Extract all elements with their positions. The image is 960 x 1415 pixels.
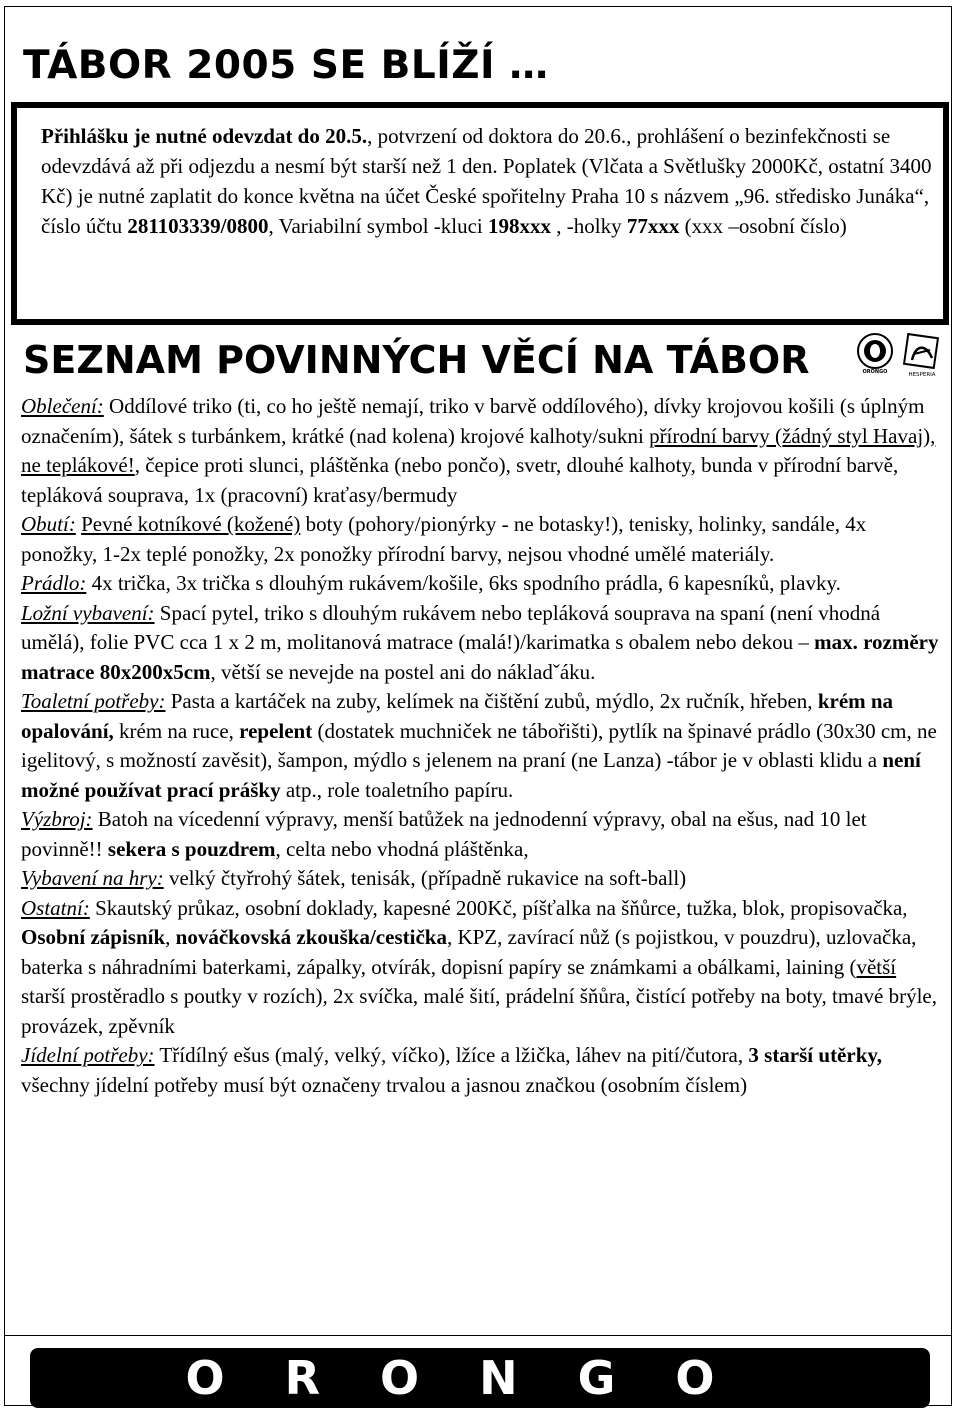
section-text: , KPZ, zavírací nůž (s pojistkou, v pouzdru), uzlovačka, baterka s náhradními baterkami, zápalky, otvírák, dopisní papíry se známkami a obálkami, laining ( (21, 925, 917, 979)
section-text: krém na ruce, (113, 718, 240, 743)
section-label: Oblečení: (21, 394, 104, 418)
account-number: 281103339/0800 (127, 214, 269, 238)
section-lozni (21, 599, 941, 688)
section-text: Třídílný ešus (malý, velký, víčko), lžíce a lžička, láhev na pití/čutora, (154, 1043, 749, 1067)
orongo-banner-art (40, 1350, 920, 1406)
section-obuti (21, 510, 941, 569)
section-ostatni (21, 894, 941, 1042)
section-text: starší prostěradlo s poutky v rozích), 2x svíčka, malé šití, prádelní šňůra, čistící potřeby na boty, tmavé brýle, provázek, zpěvník (21, 984, 937, 1038)
section-text: Batoh na vícedenní výpravy, menší batůžek na jednodenní výpravy, obal na ešus, nad 10 let povinně!! (21, 807, 867, 861)
page-title: TÁBOR 2005 SE BLÍŽÍ … (23, 43, 549, 88)
section-bold: krém na opalování, (21, 689, 894, 743)
section-text: 4x trička, 3x trička s dlouhým rukávem/košile, 6ks spodního prádla, 6 kapesníků, plavky. (86, 571, 841, 595)
section-label: Toaletní potřeby: (21, 689, 166, 713)
list-title: SEZNAM POVINNÝCH VĚCÍ NA TÁBOR (23, 338, 810, 382)
section-text: (dostatek muchniček ne tábořišti), pytlík na špinavé prádlo (30x30 cm, ne igelitový, s možností zavěsit), šampon, mýdlo s jelenem na praní (ne Lanza) -tábor je v oblasti klidu a (21, 718, 937, 772)
item-list (21, 392, 941, 1100)
section-toaletni (21, 687, 941, 805)
section-text: atp., role toaletního papíru. (280, 777, 514, 802)
notice-part: , potvrzení od doktora do 20.6., prohlášení o bezinfekčnosti se odevzdává až při odjezdu a nesmí být starší než 1 den. Poplatek (Vlčata a Světlušky 2000Kč, ostatní 3400 Kč) je nutné zaplatit do konce května na účet České spořitelny Praha 10 s názvem „96. středisko Junáka“, číslo účtu (41, 124, 932, 238)
section-text: boty (pohory/pionýrky - ne botasky!), tenisky, holinky, sandále, 4x ponožky, 1-2x teplé ponožky, 2x ponožky přírodní barvy, nejsou vhodné umělé materiály. (21, 512, 867, 566)
section-label: Výzbroj: (21, 807, 93, 831)
notice-box (11, 102, 949, 325)
section-label: Prádlo: (21, 571, 87, 595)
section-text: Spací pytel, triko s dlouhým rukávem nebo tepláková souprava na spaní (není vhodná umělá), folie PVC cca 1 x 2 m, molitanová matrace (malá!)/karimatka s obalem nebo dekou – (21, 600, 881, 654)
section-text: , (165, 925, 176, 949)
section-pradlo (21, 569, 941, 599)
notice-part: , Variabilní symbol -kluci (268, 214, 489, 238)
section-bold: nováčkovská zkouška/cestička (175, 925, 447, 949)
vs-girls: 77xxx (626, 214, 680, 238)
vs-boys: 198xxx (488, 214, 552, 238)
section-text: Skautský průkaz, osobní doklady, kapesné 200Kč, píšťalka na šňůrce, tužka, blok, propisovačka, (89, 895, 908, 920)
hesperia-logo-text: HESPERIA (908, 372, 936, 378)
section-underlined: Pevné kotníkové (kožené) (81, 512, 301, 536)
orongo-logo-text: ORONGO (862, 369, 888, 374)
notice-part: , -holky (551, 214, 627, 238)
section-bold: Osobní zápisník (21, 925, 166, 949)
notice-deadline: Přihlášku je nutné odevzdat do 20.5. (41, 124, 368, 148)
section-label: Ostatní: (21, 895, 90, 920)
section-text: všechny jídelní potřeby musí být označeny trvalou a jasnou značkou (osobním číslem) (21, 1072, 748, 1097)
notice-part: (xxx –osobní číslo) (679, 214, 847, 238)
section-bold: sekera s pouzdrem (107, 836, 276, 861)
section-jidelni (21, 1041, 941, 1100)
section-text: Oddílové triko (ti, co ho ještě nemají, triko v barvě oddílového), dívky krojovou košili (s úplným označením), šátek s turbánkem, krátké (nad kolena) krojové kalhoty/sukni (21, 394, 925, 448)
banner-text: ORONGO (185, 1351, 775, 1405)
section-obleceni (21, 392, 941, 510)
section-label: Jídelní potřeby: (21, 1043, 155, 1067)
footer-divider (4, 1335, 952, 1336)
orongo-banner (30, 1348, 930, 1408)
section-bold: 3 starší utěrky, (748, 1043, 882, 1067)
section-text: Pasta a kartáček na zuby, kelímek na čištění zubů, mýdlo, 2x ručník, hřeben, (165, 689, 818, 713)
section-text: velký čtyřrohý šátek, tenisák, (případně rukavice na soft-ball) (163, 866, 687, 890)
section-underlined: přírodní barvy (žádný styl Havaj), ne teplákové! (21, 423, 936, 477)
notice-text (41, 121, 933, 241)
section-hry (21, 864, 941, 894)
section-bold: není možné používat prací prášky (21, 748, 921, 802)
section-vyzbroj (21, 805, 941, 864)
section-label: Ložní vybavení: (21, 600, 155, 625)
section-text: , čepice proti slunci, pláštěnka (nebo pončo), svetr, dlouhé kalhoty, bunda v přírodní barvě, tepláková souprava, 1x (pracovní) kraťasy/bermudy (21, 453, 899, 507)
section-label: Obutí: (21, 512, 76, 536)
page-frame (4, 6, 952, 1406)
section-label: Vybavení na hry: (21, 866, 164, 890)
section-underlined: větší (856, 954, 897, 979)
section-text: , větší se nevejde na postel ani do nákladˇáku. (210, 659, 596, 684)
section-bold: repelent (239, 718, 313, 743)
orongo-logo (855, 332, 895, 374)
hesperia-logo (900, 332, 945, 378)
section-bold: max. rozměry matrace 80x200x5cm (21, 630, 939, 684)
section-text: , celta nebo vhodná pláštěnka, (275, 836, 529, 861)
